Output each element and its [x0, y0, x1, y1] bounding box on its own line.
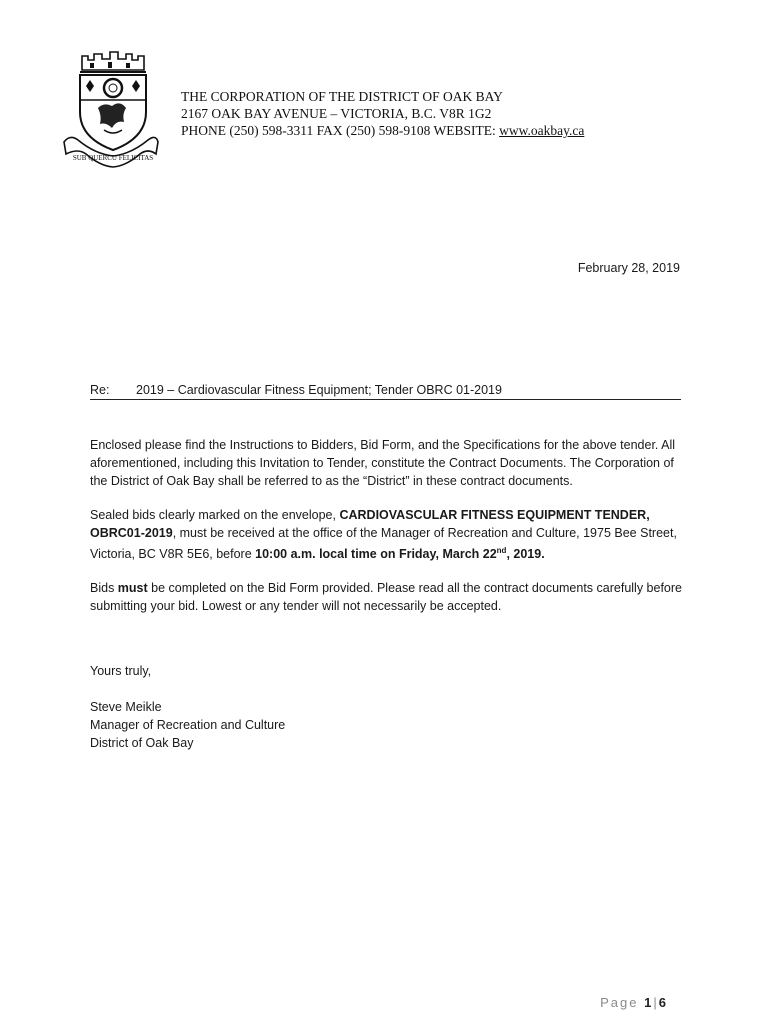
signatory-organization: District of Oak Bay [90, 736, 194, 750]
paragraph-bid-form [90, 579, 690, 615]
letterhead-line-address: 2167 OAK BAY AVENUE – VICTORIA, B.C. V8R 1G2 [181, 106, 492, 121]
submission-details: , must be received at the office of the Manager of Recreation and Culture, 1975 Bee Street, Victoria, BC V8R 5E6, before [90, 526, 677, 562]
website-link[interactable]: www.oakbay.ca [499, 123, 585, 138]
letterhead-line-contact [181, 122, 584, 139]
paragraph-submission [90, 506, 690, 563]
subject-line [90, 383, 681, 400]
deadline-end: , 2019. [506, 547, 545, 562]
subject-label: Re: [90, 383, 110, 397]
page-word: Page [600, 995, 639, 1010]
signatory-title: Manager of Recreation and Culture [90, 718, 286, 732]
total-pages: 6 [658, 995, 666, 1010]
page-footer [600, 995, 666, 1010]
deadline-main: 10:00 a.m. local time on Friday, March 22 [255, 547, 497, 562]
deadline [255, 547, 545, 561]
salutation: Yours truly, [90, 664, 152, 678]
subject-text: 2019 – Cardiovascular Fitness Equipment; Tender OBRC 01-2019 [136, 383, 502, 397]
paragraph-enclosures: Enclosed please find the Instructions to Bidders, Bid Form, and the Specifications for the above tender. All aforementioned, including this Invitation to Tender, constitute the Contract Documents. The Corporation of the District of Oak Bay shall be referred to as the “District” in these contract documents. [90, 438, 676, 488]
bid-form-start: Bids [90, 581, 118, 596]
deadline-ordinal: nd [496, 546, 507, 555]
signatory-name: Steve Meikle [90, 700, 162, 714]
district-crest-logo [60, 50, 160, 172]
letterhead-phone-fax: PHONE (250) 598-3311 FAX (250) 598-9108 WEBSITE: [181, 123, 500, 138]
letterhead [181, 88, 584, 139]
letterhead-line-organization: THE CORPORATION OF THE DISTRICT OF OAK BAY [181, 89, 503, 104]
submission-intro: Sealed bids clearly marked on the envelope, [90, 508, 340, 522]
letter-date: February 28, 2019 [577, 261, 680, 275]
letter-body [90, 436, 690, 631]
bid-form-end: be completed on the Bid Form provided. Please read all the contract documents carefully before submitting your bid. Lowest or any tender will not necessarily be accepted. [90, 581, 682, 614]
bid-form-emphasis: must [117, 581, 148, 596]
page-separator: | [653, 995, 657, 1010]
crest-motto: SUB QUERCU FELICITAS [72, 154, 154, 162]
page-number: 1 [644, 995, 652, 1010]
closing-block [90, 662, 285, 752]
tender-name: CARDIOVASCULAR FITNESS EQUIPMENT TENDER, OBRC01-2019 [90, 508, 650, 540]
